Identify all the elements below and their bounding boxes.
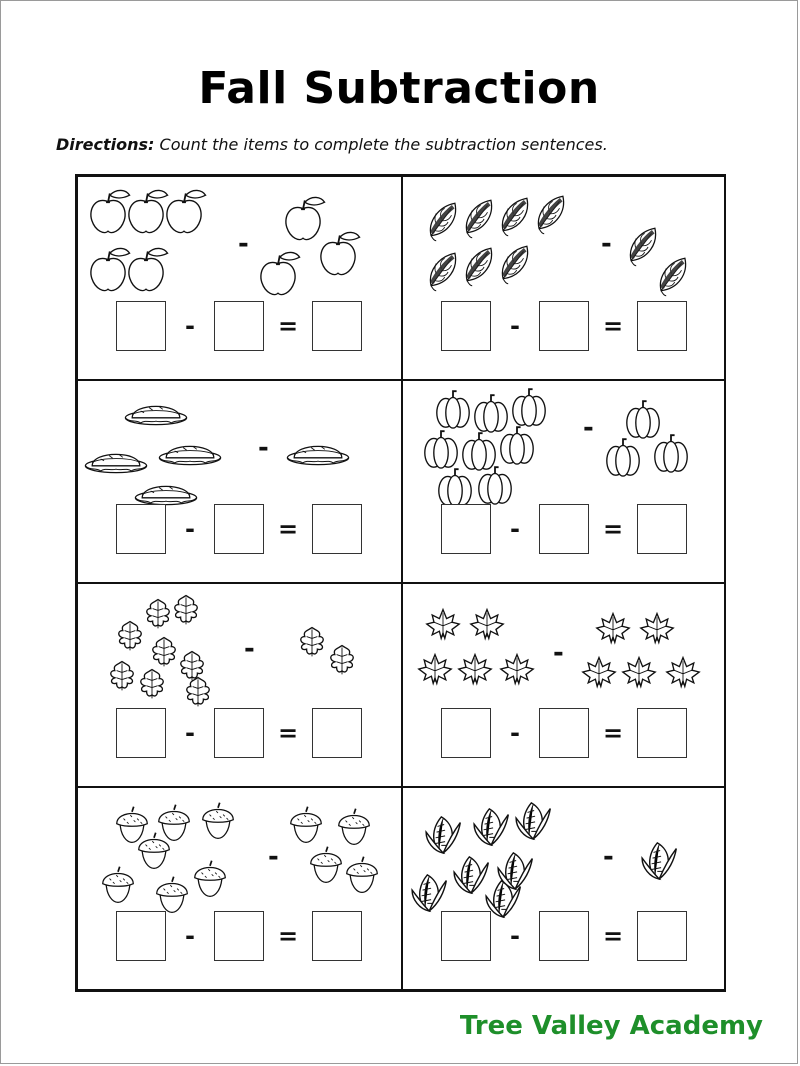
minus-sign: - (510, 515, 520, 543)
equals-sign: = (602, 718, 624, 747)
picture-minus-sign: - (601, 229, 612, 259)
directions-text: Count the items to complete the subtraction sentences. (159, 135, 608, 154)
pumpkin-icon (437, 391, 469, 428)
acorn-icon (157, 876, 188, 912)
minus-sign: - (185, 718, 195, 747)
pumpkin-icon (513, 389, 545, 426)
pumpkin-icon (501, 427, 533, 464)
leaf-icon (538, 196, 563, 233)
directions (56, 135, 608, 154)
subtraction-sentence (441, 301, 687, 351)
maple-leaf-icon (471, 610, 503, 639)
pumpkin-icon (655, 435, 687, 472)
subtraction-sentence (441, 911, 687, 961)
maple-leaf-icon (623, 658, 655, 687)
answer-box-second[interactable] (539, 911, 589, 961)
directions-label: Directions: (56, 135, 155, 154)
minus-sign: - (510, 718, 520, 747)
acorn-icon (159, 804, 190, 840)
pumpkin-icon (627, 401, 659, 438)
answer-box-first[interactable] (116, 504, 166, 554)
answer-box-result[interactable] (312, 708, 362, 758)
pumpkin-icon (475, 395, 507, 432)
equals-sign: = (602, 922, 624, 950)
answer-box-second[interactable] (214, 504, 264, 554)
answer-box-first[interactable] (441, 301, 491, 351)
answer-box-result[interactable] (637, 504, 687, 554)
leaf-icon (430, 253, 455, 290)
leaf-icon (660, 258, 685, 295)
maple-leaf-icon (459, 655, 491, 684)
minus-sign: - (185, 515, 195, 543)
oak-leaf-icon (153, 638, 176, 667)
oak-leaf-icon (301, 628, 324, 657)
acorn-icon (117, 806, 148, 842)
pumpkin-icon (607, 439, 639, 476)
answer-box-first[interactable] (441, 708, 491, 758)
apple-icon (321, 232, 360, 274)
item-illustration (403, 788, 725, 923)
acorn-icon (291, 806, 322, 842)
answer-box-second[interactable] (214, 301, 264, 351)
answer-box-first[interactable] (116, 911, 166, 961)
minus-sign: - (510, 922, 520, 950)
leaf-icon (466, 248, 491, 285)
corn-icon (412, 874, 446, 910)
acorn-icon (347, 856, 378, 892)
item-illustration (403, 381, 725, 516)
apple-icon (286, 197, 325, 239)
maple-leaf-icon (667, 658, 699, 687)
pie-icon (135, 486, 196, 504)
problem-grid (75, 174, 726, 992)
corn-icon (516, 802, 550, 838)
answer-box-result[interactable] (637, 301, 687, 351)
acorn-icon (339, 808, 370, 844)
maple-leaf-icon (419, 655, 451, 684)
picture-minus-sign: - (583, 412, 594, 443)
maple-leaf-icon (597, 614, 629, 643)
footer-brand: Tree Valley Academy (459, 1011, 763, 1041)
corn-icon (454, 856, 488, 892)
picture-minus-sign: - (238, 229, 249, 259)
answer-box-first[interactable] (441, 504, 491, 554)
problem-cell (402, 380, 726, 584)
problem-cell (402, 583, 726, 787)
problem-cell (402, 176, 726, 380)
maple-leaf-icon (641, 614, 673, 643)
pumpkin-icon (479, 467, 511, 504)
item-illustration (403, 584, 725, 719)
oak-leaf-icon (187, 678, 210, 707)
corn-icon (426, 816, 460, 852)
answer-box-first[interactable] (441, 911, 491, 961)
oak-leaf-icon (331, 646, 354, 675)
leaf-icon (466, 200, 491, 237)
pie-icon (85, 454, 146, 472)
item-illustration (78, 584, 400, 719)
pumpkin-icon (425, 431, 457, 468)
oak-leaf-icon (111, 662, 134, 691)
pumpkin-icon (439, 469, 471, 506)
item-illustration (78, 788, 400, 923)
leaf-icon (502, 198, 527, 235)
maple-leaf-icon (501, 655, 533, 684)
answer-box-first[interactable] (116, 301, 166, 351)
oak-leaf-icon (175, 596, 198, 625)
pumpkin-icon (463, 433, 495, 470)
answer-box-result[interactable] (312, 301, 362, 351)
acorn-icon (139, 832, 170, 868)
subtraction-sentence (441, 708, 687, 758)
subtraction-sentence (116, 911, 362, 961)
answer-box-result[interactable] (312, 911, 362, 961)
answer-box-second[interactable] (539, 708, 589, 758)
subtraction-sentence (441, 504, 687, 554)
pie-icon (125, 406, 186, 424)
answer-box-second[interactable] (539, 301, 589, 351)
problem-cell (77, 787, 402, 991)
corn-icon (474, 808, 508, 844)
equals-sign: = (602, 311, 624, 340)
problem-cell (402, 787, 726, 991)
answer-box-result[interactable] (637, 911, 687, 961)
answer-box-second[interactable] (539, 504, 589, 554)
picture-minus-sign: - (258, 432, 269, 463)
minus-sign: - (185, 311, 195, 340)
maple-leaf-icon (427, 610, 459, 639)
answer-box-result[interactable] (637, 708, 687, 758)
answer-box-result[interactable] (312, 504, 362, 554)
picture-minus-sign: - (603, 841, 614, 872)
oak-leaf-icon (119, 622, 142, 651)
equals-sign: = (277, 718, 299, 747)
apple-icon (91, 190, 130, 232)
apple-icon (129, 248, 168, 290)
apple-icon (261, 252, 300, 294)
problem-cell (77, 380, 402, 584)
item-illustration (403, 177, 725, 312)
acorn-icon (103, 866, 134, 902)
apple-icon (167, 190, 206, 232)
corn-icon (642, 842, 676, 878)
minus-sign: - (510, 311, 520, 340)
apple-icon (129, 190, 168, 232)
subtraction-sentence (116, 708, 362, 758)
picture-minus-sign: - (553, 638, 564, 668)
picture-minus-sign: - (244, 634, 255, 664)
oak-leaf-icon (147, 600, 170, 629)
acorn-icon (311, 846, 342, 882)
equals-sign: = (277, 311, 299, 340)
leaf-icon (430, 203, 455, 240)
picture-minus-sign: - (268, 841, 279, 872)
leaf-icon (502, 246, 527, 283)
acorn-icon (203, 802, 234, 838)
subtraction-sentence (116, 301, 362, 351)
page-title: Fall Subtraction (198, 63, 600, 114)
apple-icon (91, 248, 130, 290)
oak-leaf-icon (141, 670, 164, 699)
item-illustration (78, 381, 400, 516)
equals-sign: = (602, 515, 624, 543)
pie-icon (159, 446, 220, 464)
answer-box-second[interactable] (214, 708, 264, 758)
problem-cell (77, 583, 402, 787)
equals-sign: = (277, 515, 299, 543)
acorn-icon (195, 860, 226, 896)
equals-sign: = (277, 922, 299, 950)
maple-leaf-icon (583, 658, 615, 687)
pie-icon (287, 446, 348, 464)
answer-box-first[interactable] (116, 708, 166, 758)
subtraction-sentence (116, 504, 362, 554)
answer-box-second[interactable] (214, 911, 264, 961)
leaf-icon (630, 228, 655, 265)
problem-cell (77, 176, 402, 380)
minus-sign: - (185, 922, 195, 950)
oak-leaf-icon (181, 652, 204, 681)
